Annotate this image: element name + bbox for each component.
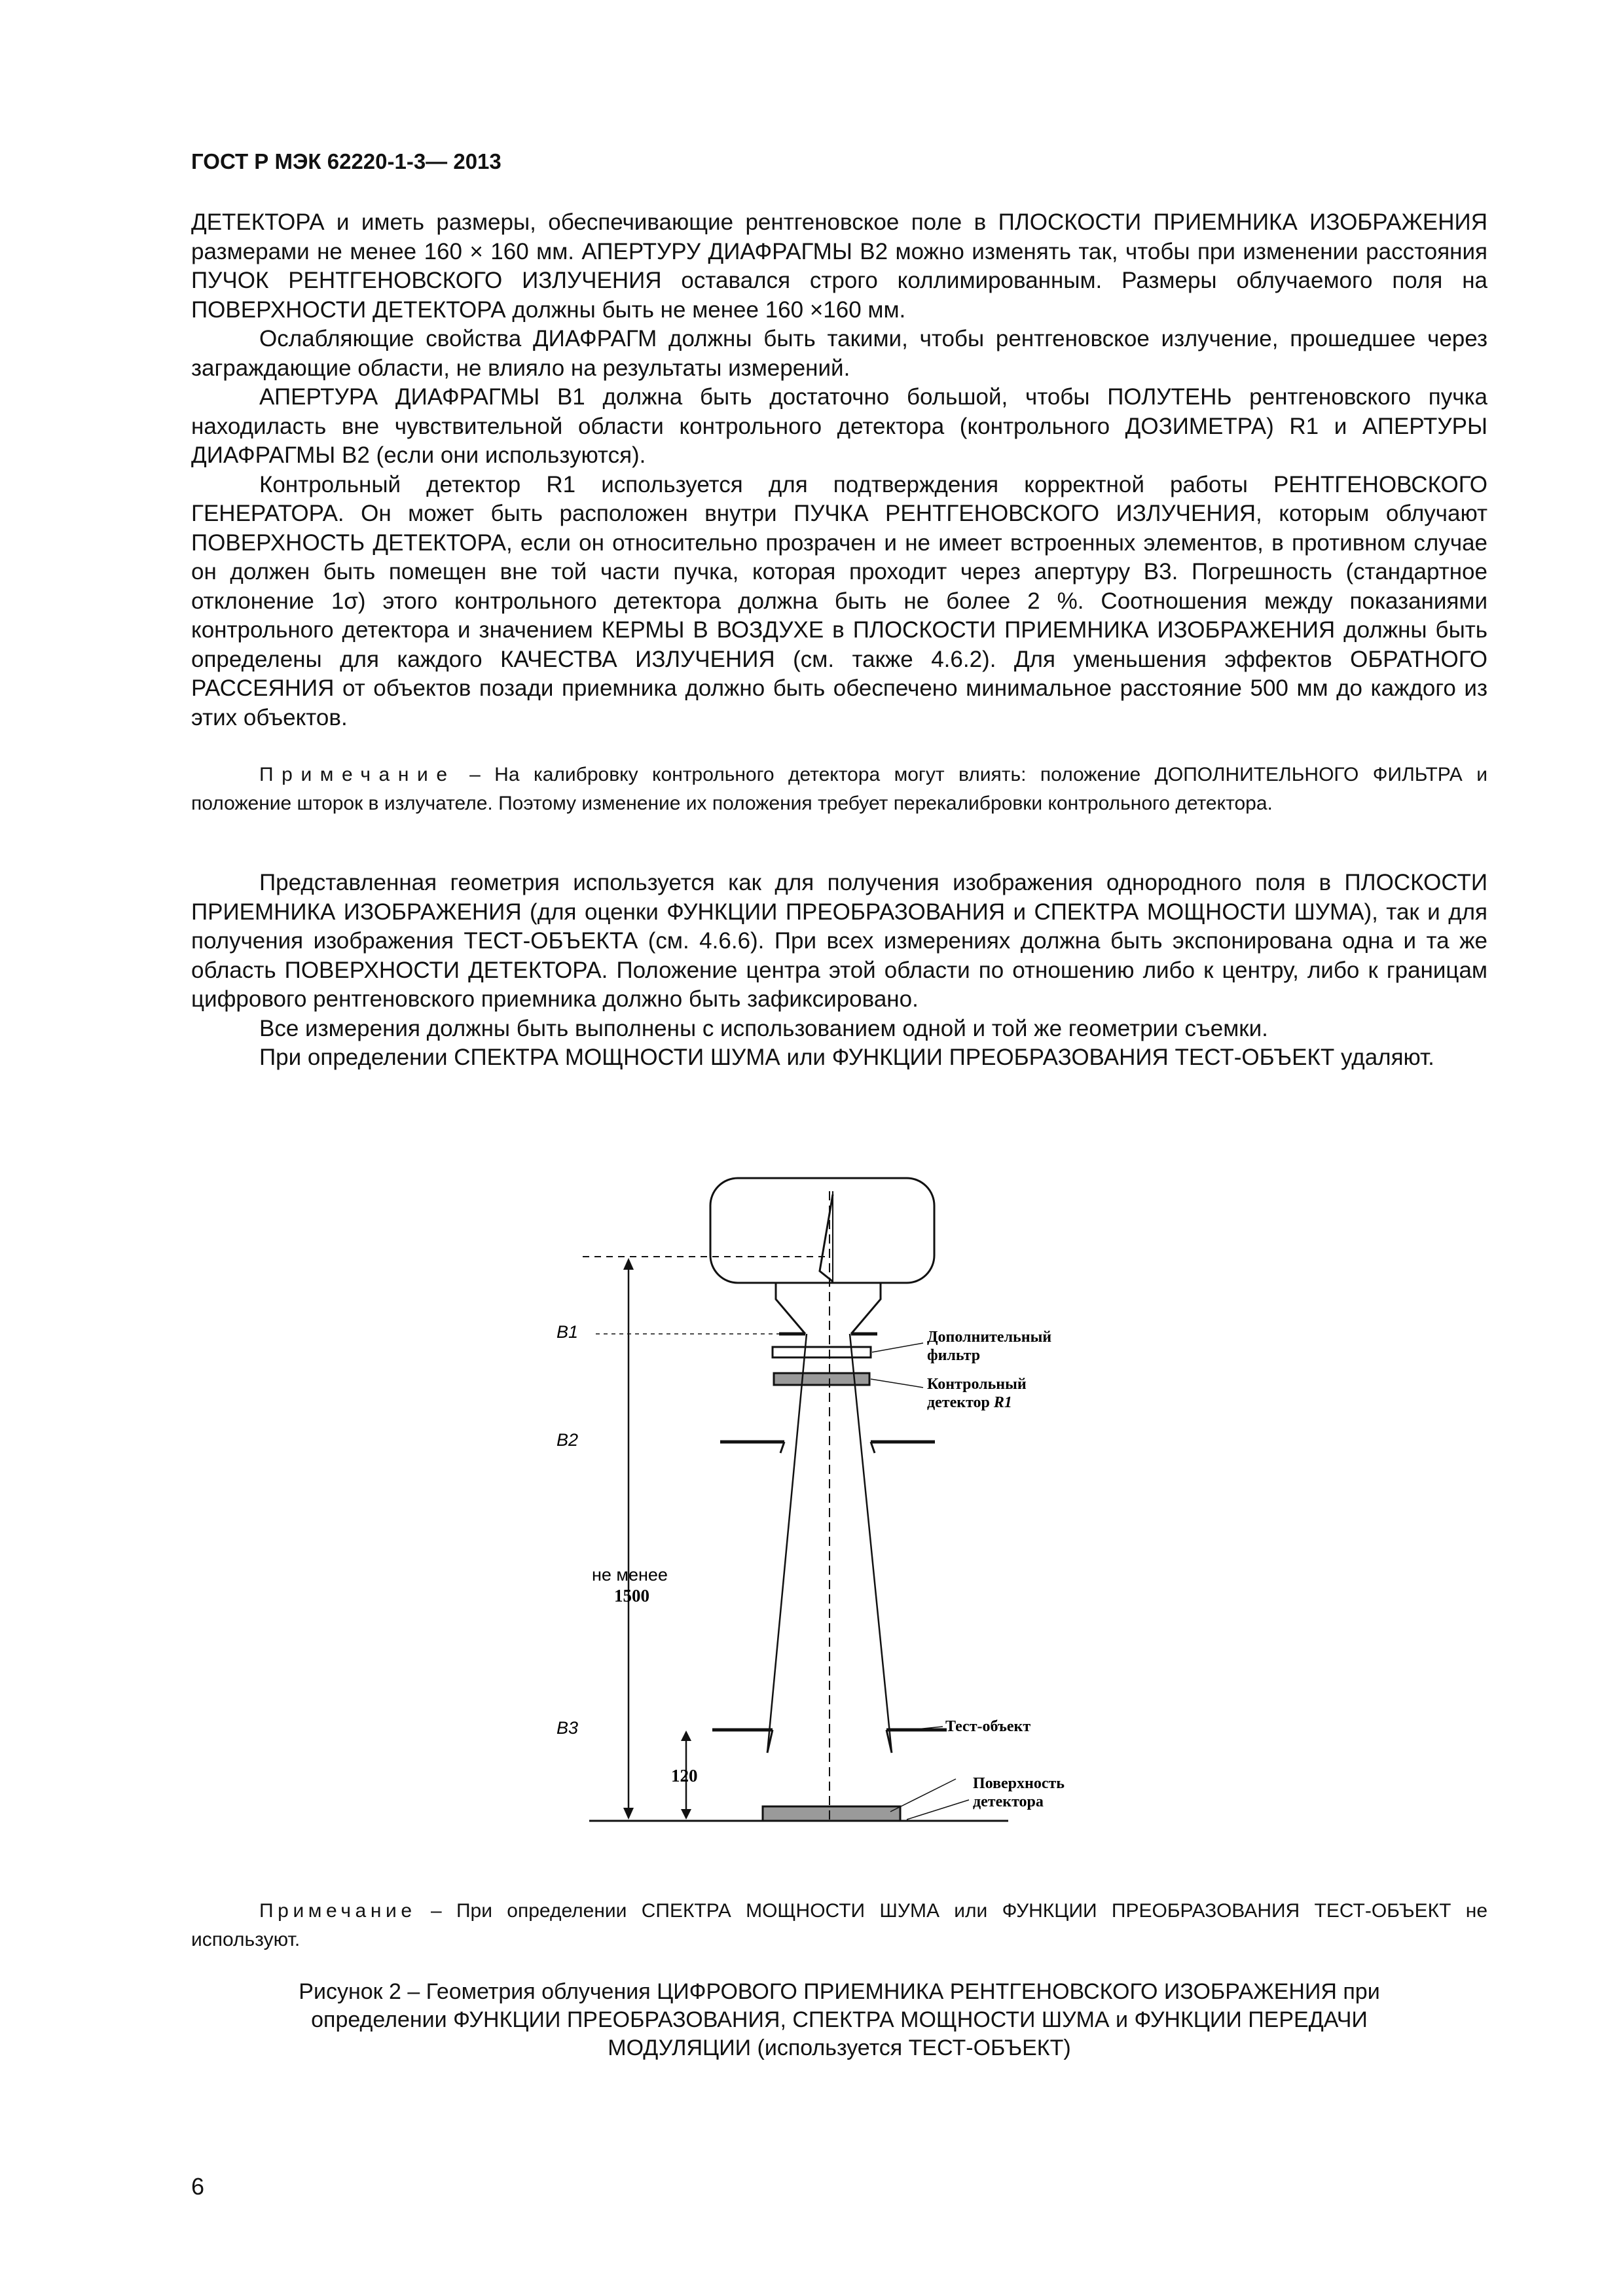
caption-line-3: МОДУЛЯЦИИ (используется ТЕСТ-ОБЪЕКТ) <box>608 2036 1071 2060</box>
paragraph-3: АПЕРТУРА ДИАФРАГМЫ В1 должна быть достаточно большой, чтобы ПОЛУТЕНЬ рентгеновского пучка находиласть вне чувствительной области контрольного детектора (контрольного ДОЗИМЕТРА) R1 и АПЕРТУРЫ ДИАФРАГМЫ В2 (если они используются). <box>191 384 1487 468</box>
label-1500: 1500 <box>614 1586 649 1605</box>
collimator-right <box>851 1283 881 1334</box>
xray-tube <box>710 1178 934 1283</box>
beam-edge-right <box>850 1334 892 1753</box>
geometry-figure <box>524 1152 1113 1833</box>
paragraph-1: ДЕТЕКТОРА и иметь размеры, обеспечивающие рентгеновское поле в ПЛОСКОСТИ ПРИЕМНИКА ИЗОБРАЖЕНИЯ размерами не менее 160 × 160 мм. АПЕРТУРУ ДИАФРАГМЫ В2 можно изменять так, чтобы при изменении расстояния ПУЧОК РЕНТГЕНОВСКОГО ИЗЛУЧЕНИЯ оставался строго коллимированным. Размеры облучаемого поля на ПОВЕРХНОСТИ ДЕТЕКТОРА должны быть не менее 160 ×160 мм. <box>191 209 1487 323</box>
paragraph-2: Ослабляющие свойства ДИАФРАГМ должны быть такими, чтобы рентгеновское излучение, прошедшее через заграждающие области, не влияло на результаты измерений. <box>191 326 1487 381</box>
page-number: 6 <box>191 2173 205 2200</box>
paragraph-7: При определении СПЕКТРА МОЩНОСТИ ШУМА или ФУНКЦИИ ПРЕОБРАЗОВАНИЯ ТЕСТ-ОБЪЕКТ удаляют. <box>259 1045 1434 1070</box>
figure-caption <box>191 1978 1487 2062</box>
paragraph-6: Все измерения должны быть выполнены с использованием одной и той же геометрии съемки. <box>259 1015 1268 1041</box>
label-filter-line1: Дополнительный <box>927 1329 1052 1346</box>
label-surface-line1: Поверхность <box>973 1775 1065 1792</box>
beam-edge-left <box>767 1334 807 1753</box>
additional-filter <box>773 1347 871 1357</box>
label-120: 120 <box>671 1766 698 1785</box>
collimator-left <box>776 1283 805 1334</box>
caption-line-1: Рисунок 2 – Геометрия облучения ЦИФРОВОГО ПРИЕМНИКА РЕНТГЕНОВСКОГО ИЗОБРАЖЕНИЯ при <box>299 1979 1380 2004</box>
note-figure-text: – При определении СПЕКТРА МОЩНОСТИ ШУМА или ФУНКЦИИ ПРЕОБРАЗОВАНИЯ ТЕСТ-ОБЪЕКТ не используют. <box>191 1900 1488 1950</box>
label-surface-line2: детектора <box>973 1793 1044 1810</box>
label-b2: В2 <box>556 1430 579 1450</box>
label-detector-line1: Контрольный <box>927 1376 1027 1393</box>
paragraph-5: Представленная геометрия используется как для получения изображения однородного поля в ПЛОСКОСТИ ПРИЕМНИКА ИЗОБРАЖЕНИЯ (для оценки ФУНКЦИИ ПРЕОБРАЗОВАНИЯ и СПЕКТРА МОЩНОСТИ ШУМА), так и для получения изображения ТЕСТ-ОБЪЕКТА (см. 4.6.6). При всех измерениях должна быть экспонирована одна и та же область ПОВЕРХНОСТИ ДЕТЕКТОРА. Положение центра этой области по отношению либо к центру, либо к границам цифрового рентгеновского приемника должно быть зафиксировано. <box>191 870 1487 1012</box>
caption-line-2: определении ФУНКЦИИ ПРЕОБРАЗОВАНИЯ, СПЕКТРА МОЩНОСТИ ШУМА и ФУНКЦИИ ПЕРЕДАЧИ <box>311 2007 1368 2032</box>
note-text: – На калибровку контрольного детектора могут влиять: положение ДОПОЛНИТЕЛЬНОГО ФИЛЬТРА и положение шторок в излучателе. Поэтому изменение их положения требует перекалибровки контрольного детектора. <box>191 764 1487 814</box>
label-detector-line2: детектор R1 <box>927 1394 1012 1411</box>
test-object <box>763 1806 900 1821</box>
main-text-block <box>191 208 1487 732</box>
document-header: ГОСТ Р МЭК 62220-1-3— 2013 <box>191 149 501 173</box>
note-figure <box>191 1897 1487 1954</box>
label-b3: В3 <box>556 1718 579 1738</box>
note-calibration <box>191 761 1487 818</box>
label-min-distance: не менее <box>592 1565 668 1585</box>
anode-shape <box>820 1194 833 1282</box>
note-label: Примечание <box>259 764 456 785</box>
note-figure-label: Примечание <box>259 1900 416 1922</box>
label-test-object: Тест-объект <box>945 1718 1031 1735</box>
label-filter-line2: фильтр <box>927 1347 981 1364</box>
label-b1: В1 <box>556 1322 579 1342</box>
paragraph-4: Контрольный детектор R1 используется для подтверждения корректной работы РЕНТГЕНОВСКОГО ГЕНЕРАТОРА. Он может быть расположен внутри ПУЧКА РЕНТГЕНОВСКОГО ИЗЛУЧЕНИЯ, которым облучают ПОВЕРХНОСТЬ ДЕТЕКТОРА, если он относительно прозрачен и не имеет встроенных элементов, в противном случае он должен быть помещен вне той части пучка, которая проходит через апертуру В3. Погрешность (стандартное отклонение 1σ) этого контрольного детектора должна быть не более 2 %. Соотношения между показаниями контрольного детектора и значением КЕРМЫ В ВОЗДУХЕ в ПЛОСКОСТИ ПРИЕМНИКА ИЗОБРАЖЕНИЯ должны быть определены для каждого КАЧЕСТВА ИЗЛУЧЕНИЯ (см. также 4.6.2). Для уменьшения эффектов ОБРАТНОГО РАССЕЯНИЯ от объектов позади приемника должно быть обеспечено минимальное расстояние 500 мм до каждого из этих объектов. <box>191 471 1487 730</box>
second-text-block <box>191 869 1487 1073</box>
